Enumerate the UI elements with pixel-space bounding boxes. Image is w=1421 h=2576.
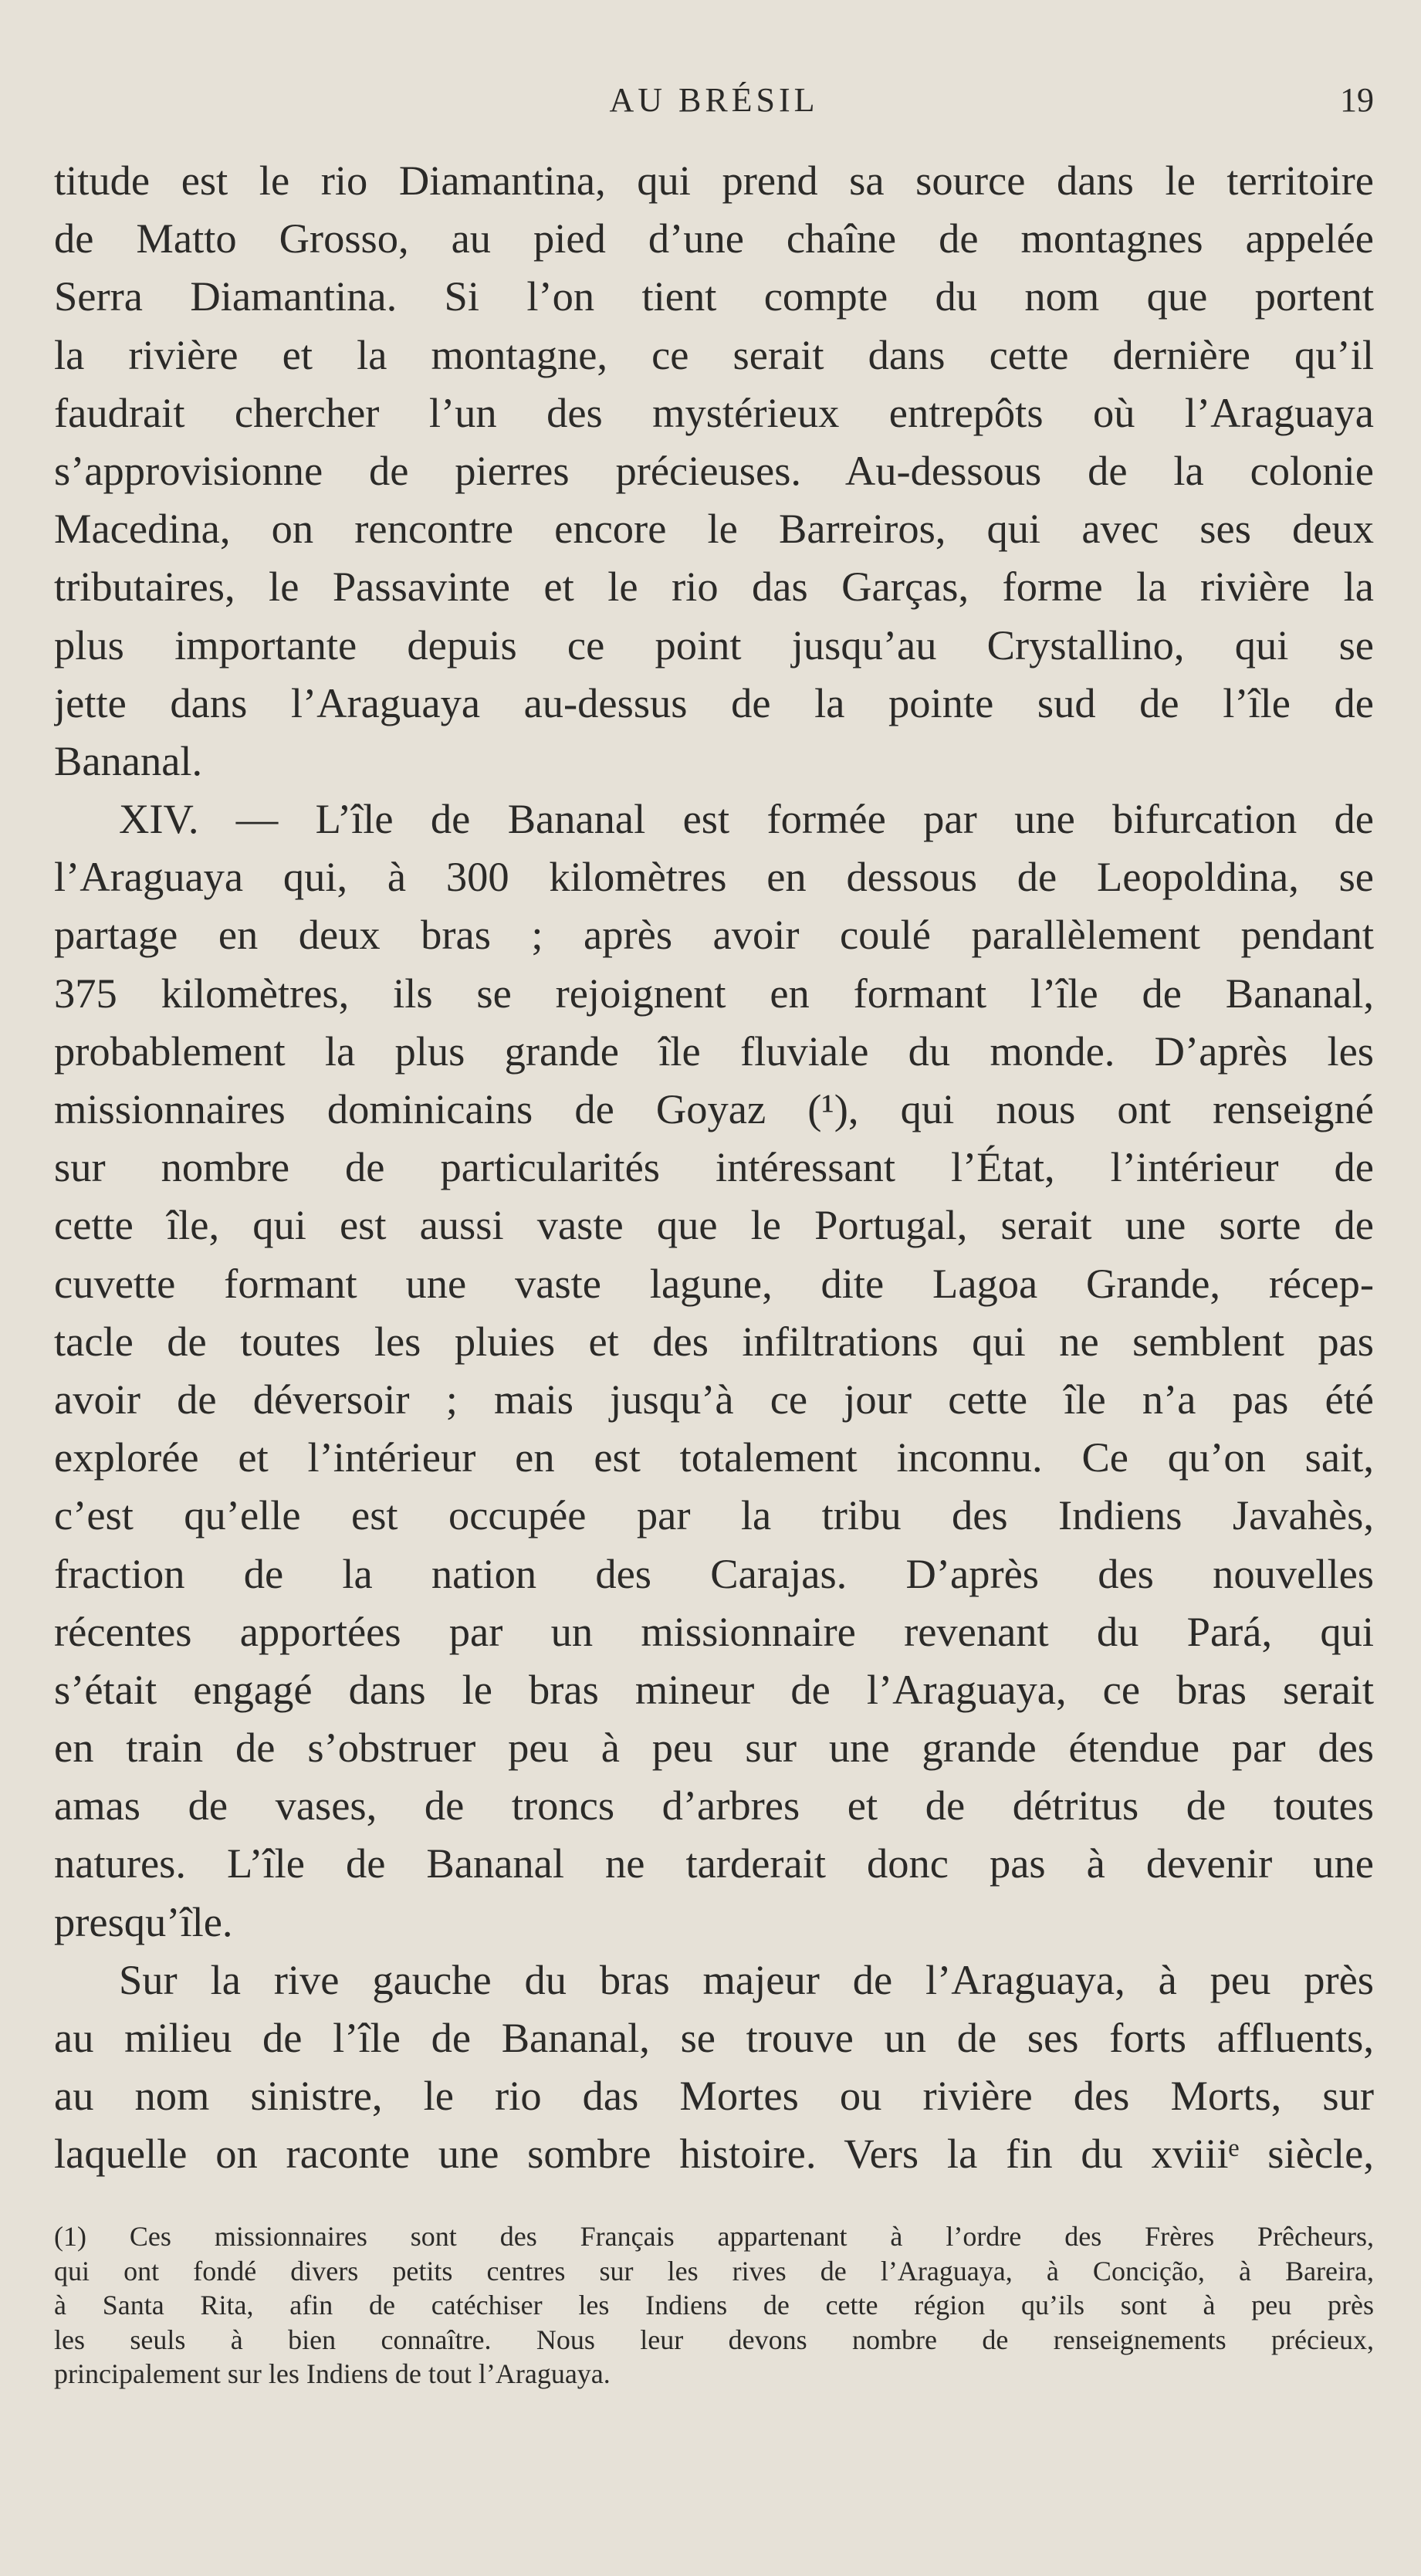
text-line: sur nombre de particularités intéressant l’État, l’intérieur de bbox=[54, 1143, 1374, 1191]
text-line: avoir de déversoir ; mais jusqu’à ce jour cette île n’a pas été bbox=[54, 1375, 1374, 1423]
text-line: cette île, qui est aussi vaste que le Portugal, serait une sorte de bbox=[54, 1201, 1374, 1249]
text-line: plus importante depuis ce point jusqu’au Crystallino, qui se bbox=[54, 621, 1374, 669]
text-line: laquelle on raconte une sombre histoire. Vers la fin du xviiiᵉ siècle, bbox=[54, 2130, 1374, 2178]
text-line: l’Araguaya qui, à 300 kilomètres en dessous de Leopoldina, se bbox=[54, 853, 1374, 901]
text-line: s’approvisionne de pierres précieuses. Au-dessous de la colonie bbox=[54, 446, 1374, 494]
footnote-line: qui ont fondé divers petits centres sur les rives de l’Araguaya, à Concição, à Bareira, bbox=[54, 2255, 1374, 2287]
body-text bbox=[54, 151, 1374, 2183]
text-line: Macedina, on rencontre encore le Barreiros, qui avec ses deux bbox=[54, 505, 1374, 553]
text-line: tacle de toutes les pluies et des infiltrations qui ne semblent pas bbox=[54, 1317, 1374, 1365]
text-line: cuvette formant une vaste lagune, dite Lagoa Grande, récep- bbox=[54, 1259, 1374, 1307]
text-line: 375 kilomètres, ils se rejoignent en formant l’île de Bananal, bbox=[54, 969, 1374, 1017]
page-number: 19 bbox=[1340, 81, 1374, 119]
text-line: au nom sinistre, le rio das Mortes ou rivière des Morts, sur bbox=[54, 2072, 1374, 2120]
text-line: tributaires, le Passavinte et le rio das Garças, forme la rivière la bbox=[54, 563, 1374, 611]
running-head bbox=[54, 77, 1374, 124]
text-line: amas de vases, de troncs d’arbres et de détritus de toutes bbox=[54, 1782, 1374, 1830]
text-line: probablement la plus grande île fluviale du monde. D’après les bbox=[54, 1027, 1374, 1075]
text-line: c’est qu’elle est occupée par la tribu des Indiens Javahès, bbox=[54, 1491, 1374, 1539]
text-line: Bananal. bbox=[54, 736, 203, 784]
footnote-line: (1) Ces missionnaires sont des Français appartenant à l’ordre des Frères Prêcheurs, bbox=[54, 2221, 1374, 2252]
running-title: AU BRÉSIL bbox=[609, 81, 819, 119]
text-line: natures. L’île de Bananal ne tarderait donc pas à devenir une bbox=[54, 1840, 1374, 1887]
footnote-line: principalement sur les Indiens de tout l’Araguaya. bbox=[54, 2358, 611, 2389]
text-line: faudrait chercher l’un des mystérieux entrepôts où l’Araguaya bbox=[54, 388, 1374, 436]
text-line: partage en deux bras ; après avoir coulé parallèlement pendant bbox=[54, 911, 1374, 959]
text-line: de Matto Grosso, au pied d’une chaîne de montagnes appelée bbox=[54, 215, 1374, 262]
footnote-line: les seuls à bien connaître. Nous leur devons nombre de renseignements précieux, bbox=[54, 2324, 1374, 2355]
footnote bbox=[54, 2219, 1374, 2392]
text-line: explorée et l’intérieur en est totalement inconnu. Ce qu’on sait, bbox=[54, 1434, 1374, 1481]
text-line: la rivière et la montagne, ce serait dans cette dernière qu’il bbox=[54, 330, 1374, 378]
text-line: s’était engagé dans le bras mineur de l’Araguaya, ce bras serait bbox=[54, 1665, 1374, 1713]
footnote-line: à Santa Rita, afin de catéchiser les Indiens de cette région qu’ils sont à peu près bbox=[54, 2290, 1374, 2320]
text-line: XIV. — L’île de Bananal est formée par une bifurcation de bbox=[119, 795, 1374, 843]
text-line: Sur la rive gauche du bras majeur de l’Araguaya, à peu près bbox=[119, 1955, 1374, 2003]
text-line: récentes apportées par un missionnaire revenant du Pará, qui bbox=[54, 1607, 1374, 1655]
text-line: titude est le rio Diamantina, qui prend sa source dans le territoire bbox=[54, 157, 1374, 204]
text-line: fraction de la nation des Carajas. D’après des nouvelles bbox=[54, 1549, 1374, 1597]
text-line: en train de s’obstruer peu à peu sur une grande étendue par des bbox=[54, 1724, 1374, 1772]
text-line: Serra Diamantina. Si l’on tient compte du nom que portent bbox=[54, 272, 1374, 320]
text-line: au milieu de l’île de Bananal, se trouve un de ses forts affluents, bbox=[54, 2014, 1374, 2061]
text-line: presqu’île. bbox=[54, 1897, 233, 1945]
text-line: jette dans l’Araguaya au-dessus de la pointe sud de l’île de bbox=[54, 679, 1374, 726]
text-line: missionnaires dominicains de Goyaz (¹), qui nous ont renseigné bbox=[54, 1085, 1374, 1132]
